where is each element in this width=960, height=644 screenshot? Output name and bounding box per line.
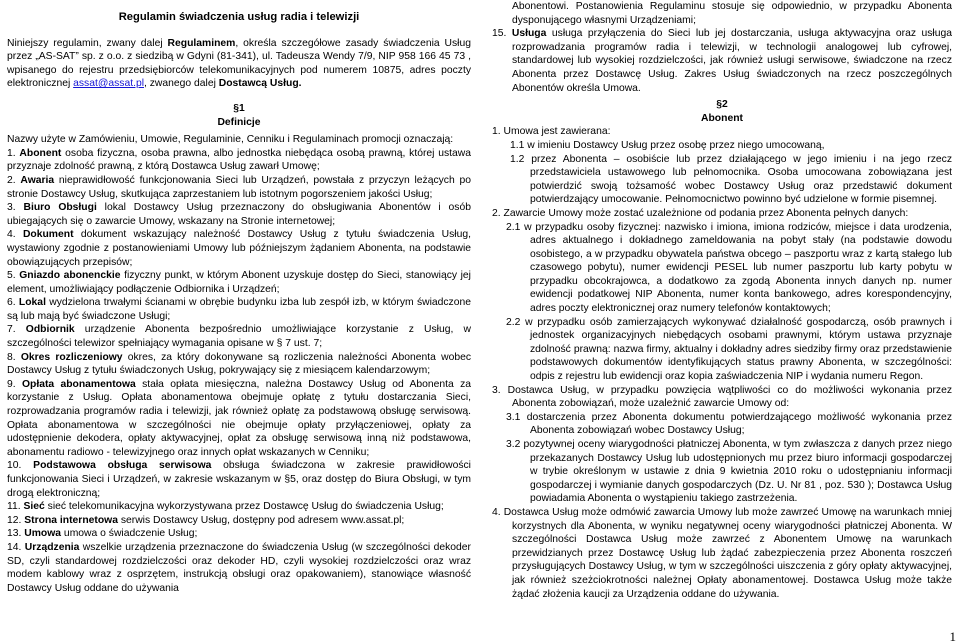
definition-number: 1. <box>7 147 20 159</box>
definition-term: Dokument <box>22 229 74 241</box>
definition-text: fizyczny punkt, w którym Abonent uzyskuje dostęp do Sieci, stanowiący jej element, umożliwiający podłączenie Odbiornika i Urządzeń; <box>7 270 471 295</box>
section-2-item <box>492 153 952 207</box>
definition-item <box>7 228 471 269</box>
definition-term: Lokal <box>18 297 46 309</box>
definition-term: Usługa <box>511 28 547 40</box>
definition-term: Podstawowa obsługa serwisowa <box>33 460 212 472</box>
definition-item <box>7 269 471 296</box>
definition-text: lokal Dostawcy Usług przeznaczony do obsługiwania Abonentów i osób ubiegających się o zawarcie Umowy, wskazany na Stronie internetowej; <box>7 202 471 227</box>
left-column <box>7 0 471 595</box>
definition-term: Awaria <box>20 174 55 186</box>
definition-item <box>7 378 471 460</box>
definition-term: Urządzenia <box>24 541 80 553</box>
definition-text: sieć telekomunikacyjna wykorzystywana przez Dostawcę Usług do świadczenia Usług; <box>44 501 444 513</box>
item-number: 1.2 <box>510 153 532 165</box>
definition-text: stała opłata miesięczna, należna Dostawcy Usług od Abonenta za korzystanie z Usług. Opłata abonamentowa obejmuje opłatę z tytułu dostarczania Sieci, rozprowadzania programów radia i telewizji, jak również opłatę za podstawową obsługę serwisową. Opłata abonamentowa w szczególności nie obejmuje opłaty przyłączeniowej, opłaty za udostępnienie dekodera, opłaty aktywacyjnej, opłat za obsługę serwisową inną niż podstawowa, abonamentu radiowo - telewizyjnego oraz innych opłat wskazanych w Cenniku; <box>7 378 471 458</box>
intro-text-1: Niniejszy regulamin, zwany dalej <box>7 37 168 49</box>
definition-number: 10. <box>7 460 34 472</box>
definition-term: Umowa <box>24 528 62 540</box>
right-column <box>492 0 952 601</box>
item-number: 3.2 <box>506 439 524 450</box>
intro-text-3: , zwanego dalej <box>144 78 219 90</box>
item-number: 3. <box>492 384 508 396</box>
definition-item <box>7 323 471 350</box>
definition-item <box>7 459 471 500</box>
definitions-list <box>7 147 471 596</box>
definition-item <box>492 27 952 95</box>
definition-item <box>7 174 471 201</box>
definition-number: 4. <box>7 229 23 241</box>
definition-number: 14. <box>7 541 25 553</box>
section-2-item <box>492 207 952 221</box>
section-2-item <box>492 125 952 139</box>
item-text: Dostawca Usług może odmówić zawarcia Umowy lub może zawrzeć Umowę na warunkach mniej korzystnych dla Abonenta, w wyniku negatywnej oceny wiarygodności płatniczej Abonenta. W szczególności Dostawca Usług może zawrzeć z Abonentem Umowę na warunkach przewidzianych przez Dostawcę Usług lub żądać zabezpieczenia przez Abonenta roszczeń przysługujących Dostawcy Usług, w tym w szczególności uiszczenia z góry opłaty aktywacyjnej, jak również szeżciokrotności należnej Opłaty abonamentowej. Dostawca Usług może także żądać złożenia kaucji za Urządzenia oddane do używania. <box>503 506 952 600</box>
item-text: przez Abonenta – osobiście lub przez działającego w jego imieniu i na jego rzecz przedstawiciela ustawowego lub pełnomocnika. Osoba umocowana zobowiązana jest potwierdzić swoją tożsamość wobec Dostawcy Usług oraz przedstawić dokument potwierdzający umocowanie. Pełnomocnictwo powinno być udzielone w formie pisemnej. <box>530 153 952 206</box>
definition-term: Strona internetowa <box>24 514 118 526</box>
definition-text: nieprawidłowość funkcjonowania Sieci lub Urządzeń, powstała z przyczyn leżących po stronie Dostawcy Usług, skutkująca zaprzestaniem lub istotnym pogorszeniem jakości Usług; <box>7 174 471 200</box>
section-2-item <box>492 384 952 411</box>
definition-text: obsługa świadczona w zakresie prawidłowości funkcjonowania Sieci i Urządzeń, w zakresie wskazanym w §5, oraz dostęp do Biura Obsługi, w tym drogą elektroniczną; <box>7 460 471 499</box>
document-title: Regulamin świadczenia usług radia i telewizji <box>118 11 360 23</box>
item-text: w przypadku osoby fizycznej: nazwisko i imiona, imiona rodziców, miejsce i data urodzenia, adres aktualnego i dokładnego zameldowania na pobyt stały (na podstawie dowodu osobistego, a w przypadku obywatela państwa obcego – paszportu wraz z kartą stałego lub czasowego pobytu), numer ewidencji PESEL lub numer paszportu lub karty pobytu w przypadku obcokrajowca, a dodatkowo za zgodą Abonenta innych danych np. numer ewidencji podatkowej NIP Abonenta, numer konta bankowego, adres korespondencyjny, adres poczty elektronicznej oraz numery telefonów kontaktowych; <box>524 221 952 315</box>
section-2-number: §2 <box>716 99 728 111</box>
definition-term: Okres rozliczeniowy <box>20 351 123 363</box>
definition-item <box>7 527 471 541</box>
section-2-list <box>492 125 952 601</box>
definition-number: 5. <box>7 270 20 282</box>
definition-number: 9. <box>7 378 22 390</box>
section-2-item <box>492 316 952 384</box>
definition-term: Biuro Obsługi <box>23 202 97 214</box>
item-text: Zawarcie Umowy może zostać uzależnione od podania przez Abonenta pełnych danych: <box>503 207 909 219</box>
email-link[interactable]: assat@assat.pl <box>73 78 144 90</box>
definition-item <box>7 541 471 595</box>
definition-text: dokument wskazujący należność Dostawcy Usług z tytułu świadczenia Usług, wystawiony zgodnie z postanowieniami Umowy lub późniejszym żądaniem Abonenta, na podstawie obowiązujących przepisów; <box>7 229 471 268</box>
definition-term: Opłata abonamentowa <box>21 378 136 390</box>
definition-number: 6. <box>7 297 19 309</box>
item-text: w imieniu Dostawcy Usług przez osobę przez niego umocowaną, <box>527 139 825 151</box>
definition-text: usługa przyłączenia do Sieci lub jej dostarczania, usługa aktywacyjna oraz usługa rozprowadzania programów radia i telewizji, w technologii analogowej lub cyfrowej, standardowej lub wysokiej rozdzielczości, jak również usługi serwisowe, świadczone na rzecz Abonenta przez Dostawcę Usług. Zakres Usług świadczonych na rzecz poszczególnych Abonentów określa Umowa. <box>512 28 952 94</box>
definition-text: osoba fizyczna, osoba prawna, albo jednostka niebędąca osobą prawną, której ustawa przyznaje zdolność prawną, z którą Dostawca Usług zawarł Umowę; <box>7 147 471 173</box>
definition-text: urządzenie Abonenta bezpośrednio umożliwiające korzystanie z Usług, w szczególności telewizor spełniający wymagania opisane w § 7 ust. 7; <box>7 324 471 350</box>
definition-text: okres, za który dokonywane są rozliczenia należności Abonenta wobec Dostawcy Usług z tytułu świadczonych Usług, pokrywający się z miesiącem kalendarzowym; <box>7 351 471 377</box>
item-number: 2.1 <box>506 221 525 233</box>
item-number: 4. <box>492 506 504 518</box>
section-2-item <box>492 411 952 438</box>
definition-term: Gniazdo abonenckie <box>19 270 121 282</box>
item-number: 3.1 <box>506 411 527 423</box>
definition-item <box>7 351 471 378</box>
item-number: 2. <box>492 207 504 219</box>
intro-term-dostawca: Dostawcą Usług. <box>218 78 302 90</box>
definition-term: Odbiornik <box>25 324 75 336</box>
item-text: dostarczenia przez Abonenta dokumentu potwierdzającego możliwość wykonania przez Abonenta zobowiązań wobec Dostawcy Usług; <box>526 411 952 437</box>
definition-item <box>7 201 471 228</box>
definition-14-continued: Abonentowi. Postanowienia Regulaminu stosuje się odpowiednio, w przypadku Abonenta dysponującego własnymi Urządzeniami; <box>512 1 952 26</box>
item-text: Umowa jest zawierana: <box>503 126 611 138</box>
definition-number: 12. <box>7 514 25 526</box>
section-2-item <box>492 506 952 601</box>
intro-paragraph <box>7 37 471 91</box>
definition-term: Sieć <box>23 501 45 513</box>
definition-number: 2. <box>7 174 21 186</box>
item-number: 1. <box>492 126 504 138</box>
definition-text: umowa o świadczenie Usług; <box>61 528 198 540</box>
section-1-title: Definicje <box>217 116 261 128</box>
section-2-item <box>492 438 952 506</box>
definition-item <box>7 500 471 514</box>
item-number: 1.1 <box>510 139 528 151</box>
definition-text: wszelkie urządzenia przeznaczone do świadczenia Usług (w szczególności dekoder SD, czyli standardowej rozdzielczości oraz dekoder HD, czyli wysokiej rozdzielczości oraz wraz modem kablowy wraz z osprzętem, instrukcją obsługi oraz opakowaniem), stanowiące własność Dostawcy Usług oddane do używania <box>7 541 471 594</box>
section-2-title: Abonent <box>701 112 743 124</box>
definition-number: 7. <box>7 324 26 336</box>
definition-item <box>7 296 471 323</box>
intro-term-regulamin: Regulaminem <box>167 37 236 49</box>
definition-text: wydzielona trwałymi ścianami w obrębie budynku izba lub zespół izb, w którym świadczone są lub mają być świadczone Usługi; <box>7 297 471 322</box>
definition-number: 3. <box>7 202 24 214</box>
section-2-item <box>492 139 952 153</box>
item-number: 2.2 <box>506 316 526 328</box>
intro-text-2: , określa szczegółowe zasady świadczenia Usług przez „AS-SAT” sp. z o.o. z siedzibą w Gdyni (81-341), ul. Tadeusza Wendy 7/9, NIP 958 166 45 73 , wpisanego do rejestru przedsiębiorców telekomunikacyjnych pod numerem 10875, adres poczty elektronicznej <box>7 37 471 90</box>
item-text: Dostawca Usług, w przypadku powzięcia wątpliwości co do możliwości wykonania przez Abonenta zobowiązań, może uzależnić zawarcie Umowy od: <box>507 384 952 410</box>
definition-number: 13. <box>7 528 25 540</box>
definition-item <box>7 514 471 528</box>
page-number: 1 <box>949 629 956 644</box>
definition-term: Abonent <box>19 147 62 159</box>
definition-number: 11. <box>7 501 24 513</box>
item-text: w przypadku osób zamierzających wykonywać działalność gospodarczą, osób prawnych i jednostek organizacyjnych niebędących osobami prawnymi, którym ustawa przyznaje zdolność prawną: nazwa firmy, aktualny i dokładny adres siedziby firmy oraz przedstawienie podstawowych dokumentów identyfikujących status prawny Abonenta, w szczególności: odpis z rejestru lub ewidencji oraz kopia zaświadczenia NIP i wydania numeru Regon. <box>525 316 952 383</box>
definition-text: serwis Dostawcy Usług, dostępny pod adresem www.assat.pl; <box>117 514 405 526</box>
section-1-lead: Nazwy użyte w Zamówieniu, Umowie, Regulaminie, Cenniku i Regulaminach promocji oznaczają: <box>7 134 454 146</box>
definition-item <box>7 147 471 174</box>
definition-number: 15. <box>492 28 512 40</box>
definition-number: 8. <box>7 351 21 363</box>
section-2-item <box>492 221 952 316</box>
section-1-number: §1 <box>233 102 245 114</box>
item-text: pozytywnej oceny wiarygodności płatniczej Abonenta, w tym zwłaszcza z danych przez niego przekazanych Dostawcy Usług lub udostępnionych mu przez biuro informacji gospodarczej w trybie określonym w ustawie z dnia 9 kwietnia 2010 roku o udostępnianiu informacji gospodarczej i wymianie danych gospodarczych (Dz. U. Nr 81 , poz. 530 ); Dostawca Usług powiadamia Abonenta o wystąpieniu takiego zastrzeżenia. <box>523 439 952 505</box>
